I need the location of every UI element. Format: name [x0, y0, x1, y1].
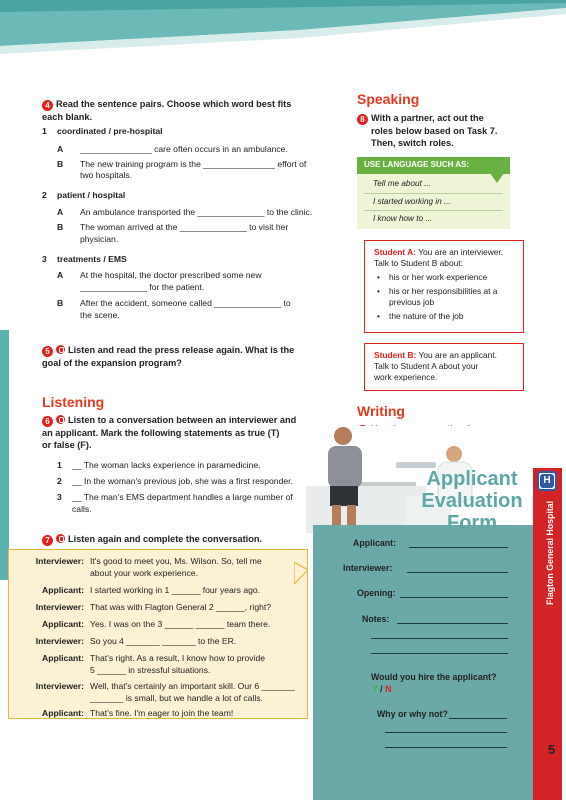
listening-heading: Listening — [42, 394, 105, 410]
set-3-words: treatments / EMS — [57, 254, 127, 264]
applicant-label: Applicant: — [353, 538, 397, 548]
speech-tail-icon — [294, 562, 308, 590]
why-field[interactable] — [449, 718, 507, 719]
conversation-box: Interviewer: It's good to meet you, Ms. Wilson. So, tell me about your work experience. Applicant: I started working in 1 ______ four years ago. Interviewer: That was with Flagton General 2 ______, right? Applicant: Yes. I was on the 3 ______ ______ team there. Interviewer: So you 4 _______ _______ to the ER. Applicant: That's right. As a result, I know how to provide 5 ______ in stressful situations. Interviewer: Well, that's certainly an important skill. Our 6 _______ _______ is small, but we handle a lot of calls. Applicant: That's fine. I'm eager to join the team! — [8, 549, 308, 719]
sentence-1b: The new training program is the _______________ effort of — [80, 159, 307, 169]
sentence-2a: An ambulance transported the ______________ to the clinic. — [80, 207, 313, 217]
task7-instruction: 7 Listen again and complete the conversation. — [42, 533, 342, 546]
bullet-item: • his or her work experience — [374, 272, 514, 283]
audio-icon[interactable] — [56, 415, 65, 424]
bullet-item: • his or her responsibilities at a — [374, 286, 514, 297]
student-b-box: Student B: You are an applicant. Talk to Student A about your work experience. — [364, 343, 524, 391]
hospital-name: Flagton General Hospital — [545, 500, 555, 605]
form-title: Applicant Evaluation Form — [421, 468, 523, 534]
statement-3: __ The man's EMS department handles a large number of — [72, 492, 293, 502]
sentence-2b: The woman arrived at the ______________ to visit her — [80, 222, 289, 232]
audio-icon[interactable] — [56, 534, 65, 543]
task5-instruction: 5 Listen and read the press release again. What is the goal of the expansion program? — [42, 345, 295, 368]
bullet-item: • the nature of the job — [374, 311, 514, 322]
task8-instruction: 8 With a partner, act out the roles below based on Task 7. Then, switch roles. — [357, 112, 532, 149]
task-number: 4 — [42, 100, 53, 111]
phrase: Tell me about ... — [373, 179, 431, 188]
notes-label: Notes: — [362, 614, 390, 624]
notes-field[interactable] — [397, 623, 508, 624]
page-number: 5 — [548, 742, 556, 757]
hire-question: Would you hire the applicant? — [371, 672, 497, 682]
task6-instruction: 6 Listen to a conversation between an interviewer and an applicant. Mark the following statements as true (T) or false (F). — [42, 415, 297, 451]
language-box — [357, 157, 510, 229]
set-3-number: 3 — [42, 254, 47, 264]
statement-2: __ In the woman's previous job, she was a first responder. — [72, 476, 293, 486]
phrase: I started working in ... — [373, 197, 451, 206]
writing-heading: Writing — [357, 403, 405, 419]
interviewer-label: Interviewer: — [343, 563, 393, 573]
phrase: I know how to ... — [373, 214, 433, 223]
interviewer-field[interactable] — [407, 572, 508, 573]
sentence-3b: After the accident, someone called ______________ to — [80, 298, 291, 308]
set-1-words: coordinated / pre-hospital — [57, 126, 163, 136]
statement-1: __ The woman lacks experience in paramedicine. — [72, 460, 261, 470]
evaluation-form — [313, 525, 533, 800]
set-2-number: 2 — [42, 190, 47, 200]
audio-icon[interactable] — [56, 345, 65, 354]
opening-label: Opening: — [357, 588, 396, 598]
task4-instruction: 4 Read the sentence pairs. Choose which word best fits each blank. — [42, 99, 292, 122]
student-a-box: Student A: You are an interviewer. Talk to Student B about: • his or her work experience • his or her responsibilities at a previous job • the nature of the job — [364, 240, 524, 333]
opening-field[interactable] — [400, 597, 508, 598]
set-2-words: patient / hospital — [57, 190, 126, 200]
applicant-field[interactable] — [409, 547, 508, 548]
sentence-3a: At the hospital, the doctor prescribed some new — [80, 270, 262, 280]
set-1-number: 1 — [42, 126, 47, 136]
language-box-header: USE LANGUAGE SUCH AS: — [357, 157, 510, 174]
why-label: Why or why not? — [377, 709, 448, 719]
sentence-1a: _______________ care often occurs in an ambulance. — [80, 144, 288, 154]
yes-no[interactable]: Y / N — [372, 684, 392, 694]
side-strip — [0, 330, 9, 580]
arrow-down-icon — [490, 173, 504, 183]
top-banner — [0, 0, 566, 56]
hospital-badge: H — [537, 471, 557, 491]
speaking-heading: Speaking — [357, 91, 420, 107]
